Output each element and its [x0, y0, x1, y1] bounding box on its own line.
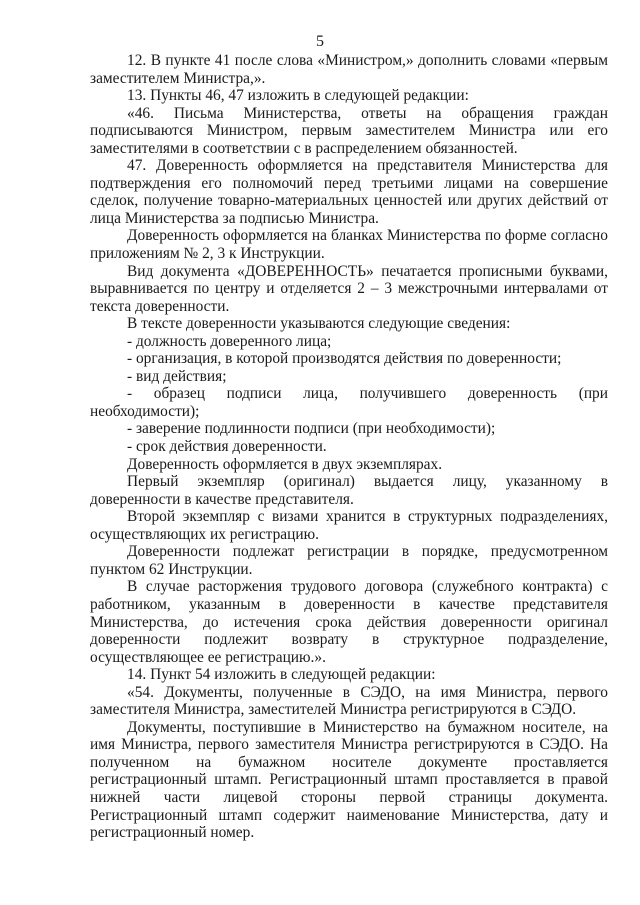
paragraph-item-14: 14. Пункт 54 изложить в следующей редакции: [127, 666, 436, 684]
list-item-signature-verification: - заверение подлинности подписи (при необходимости); [127, 420, 496, 438]
paragraph-first-copy: Первый экземпляр (оригинал) выдается лицу, указанному в доверенности в качестве представителя. [90, 473, 608, 508]
paragraph-point-46: «46. Письма Министерства, ответы на обращения граждан подписываются Министром, первым заместителем Министра или его заместителями в соответствии с в распределением обязанностей. [90, 104, 608, 157]
paragraph-point-47: 47. Доверенность оформляется на представителя Министерства для подтверждения его полномочий перед третьими лицами на совершение сделок, получение товарно-материальных ценностей или других действий от лица Министерства за подписью Министра. [90, 157, 608, 227]
paragraph-contract-termination: В случае расторжения трудового договора (служебного контракта) с работником, указанным в доверенности в качестве представителя Министерства, до истечения срока действия доверенности оригинал доверенности подлежит возврату в структурное подразделение, осуществляющее ее регистрацию.». [90, 578, 608, 666]
page-number: 5 [316, 33, 324, 50]
document-body [90, 52, 608, 842]
paragraph-second-copy: Второй экземпляр с визами хранится в структурных подразделениях, осуществляющих их регистрацию. [90, 508, 608, 543]
paragraph-registration: Доверенности подлежат регистрации в порядке, предусмотренном пунктом 62 Инструкции. [90, 543, 608, 578]
paragraph-paper-documents: Документы, поступившие в Министерство на бумажном носителе, на имя Министра, первого заместителя Министра регистрируются в СЭДО. На полученном на бумажном носителе документе проставляется регистрационный штамп. Регистрационный штамп проставляется в правой нижней части лицевой стороны первой страницы документа. Регистрационный штамп содержит наименование Министерства, дату и регистрационный номер. [90, 718, 608, 842]
paragraph-point-54: «54. Документы, полученные в СЭДО, на имя Министра, первого заместителя Министра, заместителей Министра регистрируются в СЭДО. [90, 683, 608, 719]
paragraph-blanks: Доверенность оформляется на бланках Министерства по форме согласно приложениям № 2, 3 к Инструкции. [90, 227, 608, 263]
list-item-action-type: - вид действия; [127, 367, 227, 385]
paragraph-item-12: 12. В пункте 41 после слова «Министром,» дополнить словами «первым заместителем Министра,». [90, 52, 608, 87]
list-item-signature-sample: - образец подписи лица, получившего доверенность (при необходимости); [90, 385, 608, 420]
list-item-position: - должность доверенного лица; [127, 332, 332, 350]
paragraph-document-type: Вид документа «ДОВЕРЕННОСТЬ» печатается прописными буквами, выравнивается по центру и отделяется 2 – 3 межстрочными интервалами от текста доверенности. [90, 262, 608, 315]
paragraph-item-13: 13. Пункты 46, 47 изложить в следующей редакции: [127, 87, 469, 105]
paragraph-details-intro: В тексте доверенности указываются следующие сведения: [127, 315, 511, 333]
list-item-organization: - организация, в которой производятся действия по доверенности; [127, 350, 562, 368]
paragraph-two-copies: Доверенность оформляется в двух экземплярах. [127, 455, 443, 473]
list-item-validity-period: - срок действия доверенности. [127, 438, 327, 456]
